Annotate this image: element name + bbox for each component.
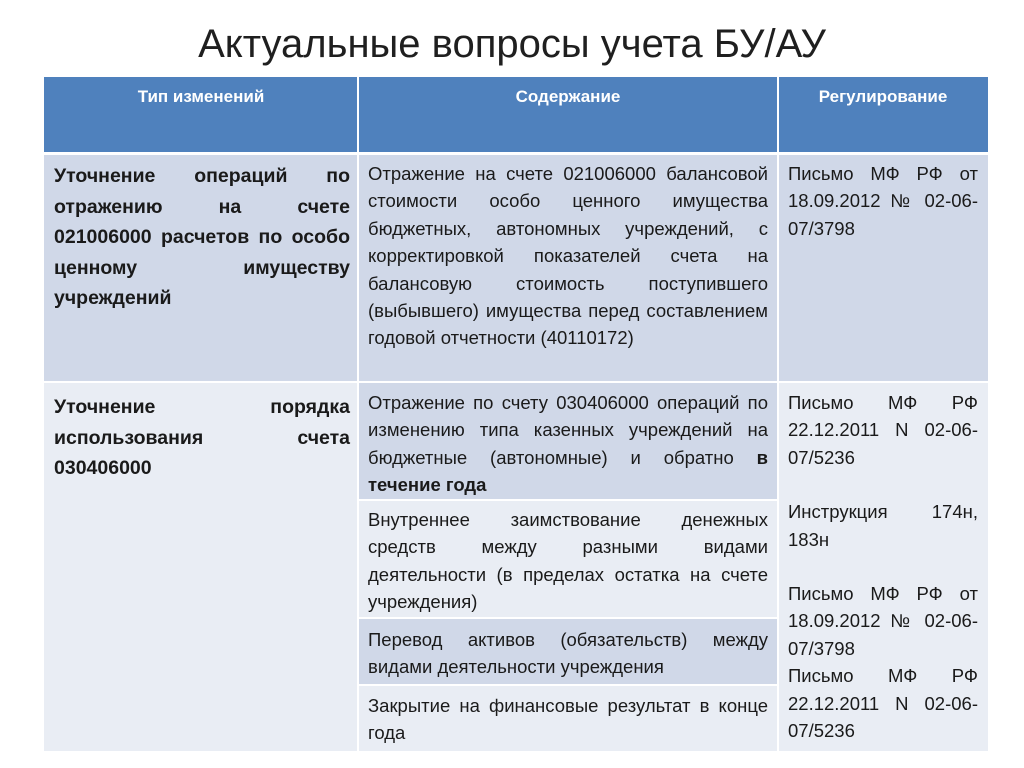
row2-type: Уточнение порядка использования счета 030406000 — [44, 382, 358, 751]
header-type: Тип изменений — [44, 77, 358, 153]
divider — [358, 684, 778, 686]
row2-content-3: Перевод активов (обязательств) между видами деятельности учреждения — [358, 618, 778, 685]
divider — [44, 152, 988, 155]
regulation-letter-2011-repeat: Письмо МФ РФ 22.12.2011 N 02-06-07/5236 — [788, 665, 978, 742]
divider — [777, 77, 779, 751]
row2-content-1 — [358, 382, 778, 500]
divider — [357, 77, 359, 751]
changes-table — [44, 77, 988, 751]
regulation-letter-2012: Письмо МФ РФ от 18.09.2012 № 02-06-07/3798 — [788, 583, 978, 659]
row2-content-4: Закрытие на финансовые результат в конце года — [358, 685, 778, 751]
row2-content-1-text: Отражение по счету 030406000 операций по изменению типа казенных учреждений на бюджетные (автономные) и обратно — [368, 392, 768, 468]
divider — [358, 617, 778, 619]
row2-content-2: Внутреннее заимствование денежных средств между разными видами деятельности (в пределах остатка на счете учреждения) — [358, 500, 778, 618]
row1-regulation: Письмо МФ РФ от 18.09.2012 № 02-06-07/3798 — [778, 153, 988, 382]
row2-content-1-emphasis: в течение года — [368, 446, 769, 496]
regulation-instruction: Инструкция 174н, 183н — [788, 501, 978, 550]
row1-content: Отражение на счете 021006000 балансовой стоимости особо ценного имущества бюджетных, автономных учреждений, с корректировкой показателей счета на балансовую стоимость поступившего (выбывшего) имущества перед составлением годовой отчетности (40110172) — [358, 153, 778, 382]
regulation-letter-2011: Письмо МФ РФ 22.12.2011 N 02-06-07/5236 — [788, 392, 978, 468]
divider — [44, 381, 988, 383]
divider — [358, 499, 778, 501]
row1-type: Уточнение операций по отражению на счете 021006000 расчетов по особо ценному имуществу учреждений — [44, 153, 358, 382]
header-content: Содержание — [358, 77, 778, 153]
row2-regulation — [778, 382, 988, 751]
header-regulation: Регулирование — [778, 77, 988, 153]
slide-title: Актуальные вопросы учета БУ/АУ — [198, 22, 826, 66]
